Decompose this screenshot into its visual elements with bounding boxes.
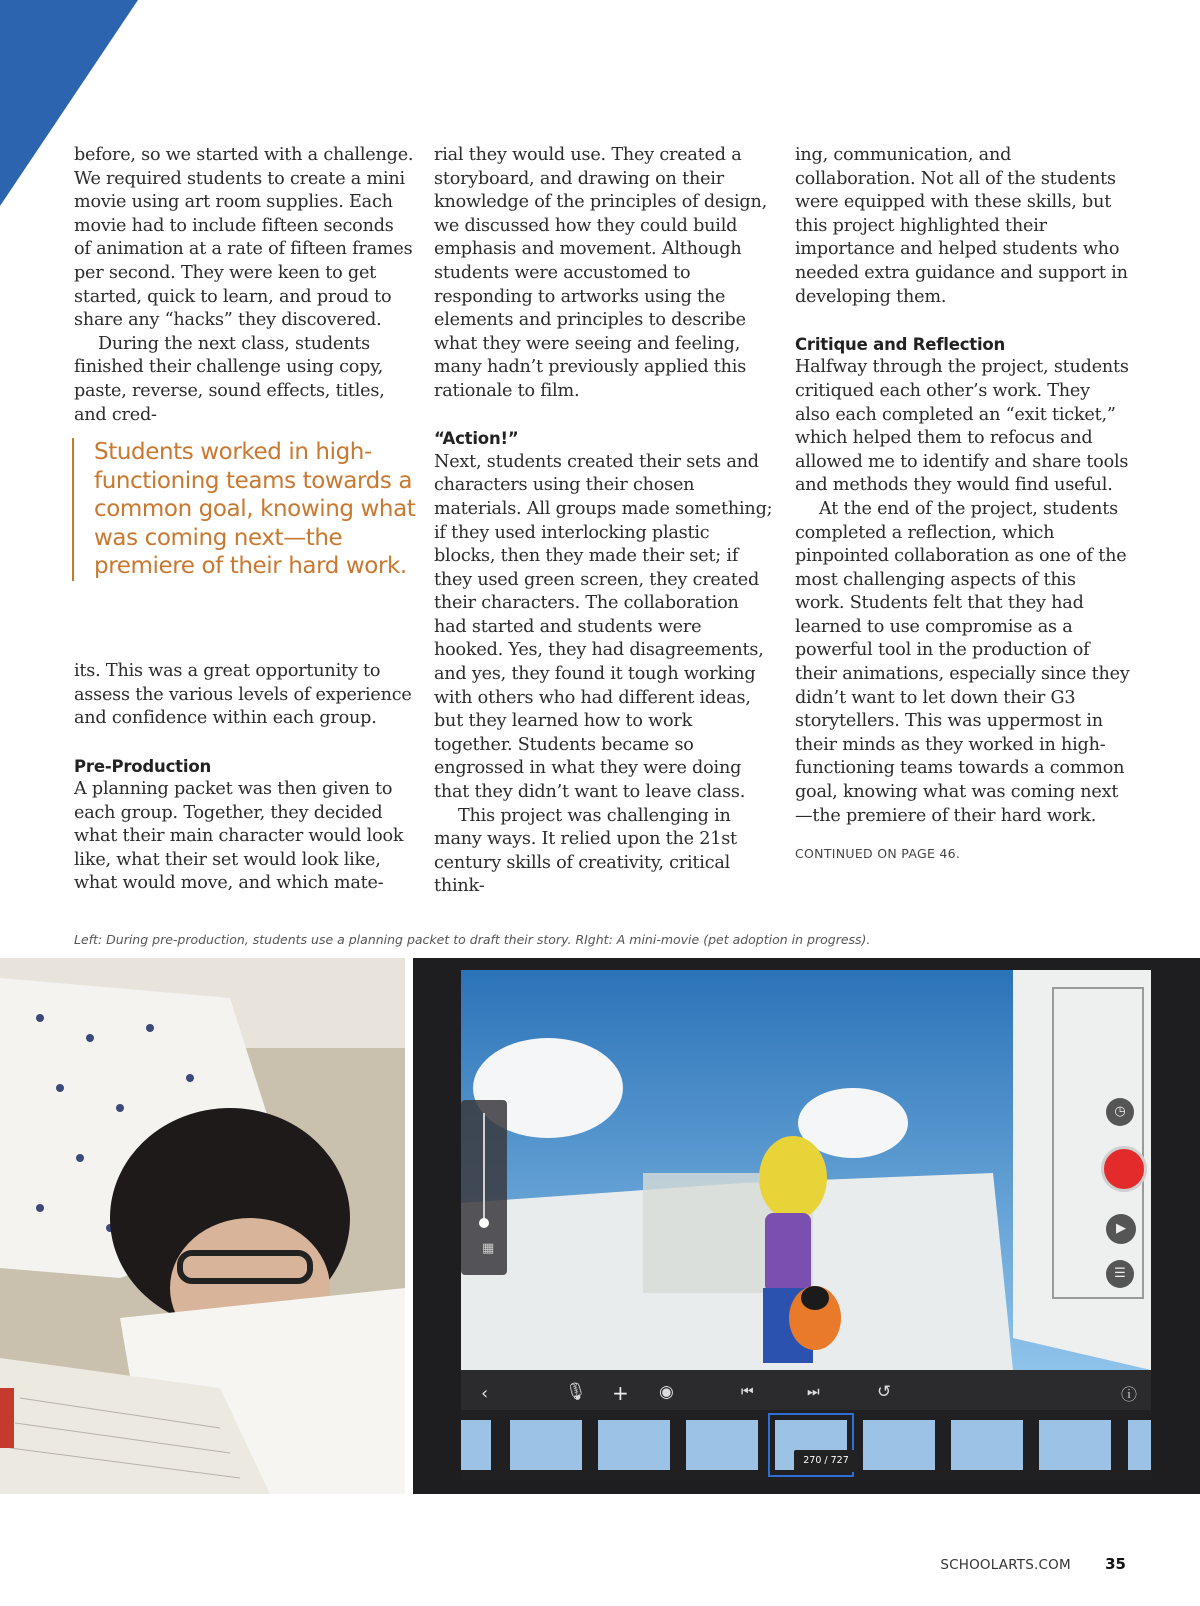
paragraph: rial they would use. They created a storyboard, and drawing on their knowledge of the principles of design, we discussed how they could build emphasis and movement. Although students were accustomed to responding to artworks using the elements and principles to describe what they were seeing and feeling, many hadn’t previously applied this rationale to film. xyxy=(434,145,767,401)
column-2 xyxy=(434,144,774,899)
paragraph: At the end of the project, students completed a reflection, which pinpointed collaboration as one of the most challenging aspects of this work. Students felt that they had learned to use compromise as a powerful tool in the production of their animations, especially since they didn’t want to let down their G3 storytellers. This was uppermost in their minds as they worked in high-functioning teams towards a common goal, knowing what was coming next—the premiere of their hard work. xyxy=(795,498,1130,826)
page-footer xyxy=(940,1555,1126,1573)
section-heading: Critique and Reflection xyxy=(795,334,1006,354)
page-number: 35 xyxy=(1105,1555,1126,1573)
skip-back-icon[interactable]: ⏮ xyxy=(741,1384,754,1400)
play-icon[interactable]: ▶ xyxy=(1106,1214,1136,1244)
paragraph: A planning packet was then given to each group. Together, they decided what their main character would look like, what their set would look like, what would move, and which mate- xyxy=(74,779,404,894)
paragraph: ing, communication, and collaboration. Not all of the students were equipped with these skills, but this project highlighted their importance and helped students who needed extra guidance and support in developing them. xyxy=(795,145,1128,307)
paragraph: before, so we started with a challenge. We required students to create a mini movie using art room supplies. Each movie had to include fifteen seconds of animation at a rate of fifteen frames per second. They were keen to get started, quick to learn, and proud to share any “hacks” they discovered. xyxy=(74,145,414,331)
photo-illustration xyxy=(0,958,405,1494)
footer-site: SCHOOLARTS.COM xyxy=(940,1557,1071,1573)
paragraph: Next, students created their sets and characters using their chosen materials. All groups made something; if they used interlocking plastic blocks, then they made their set; if they used green screen, they created their characters. The collaboration had started and students were hooked. Yes, they had disagreements, and yes, they found it tough working with others who had different ideas, but they learned how to work together. Students became so engrossed in what they were doing that they didn’t want to leave class. xyxy=(434,451,773,803)
photo-caption: Left: During pre-production, students use a planning packet to draft their story. RIght: A mini-movie (pet adoption in progress). xyxy=(74,932,871,947)
column-3 xyxy=(795,144,1130,866)
paragraph: During the next class, students finished their challenge using copy, paste, reverse, sound effects, titles, and cred- xyxy=(74,333,385,425)
section-heading: Pre-Production xyxy=(74,756,211,776)
help-icon[interactable]: ⓘ xyxy=(1121,1385,1138,1404)
mic-icon[interactable]: 🎙 xyxy=(565,1382,587,1402)
continued-note: CONTINUED ON PAGE 46. xyxy=(795,846,961,862)
record-icon[interactable] xyxy=(1101,1146,1147,1192)
skip-forward-icon[interactable]: ⏭ xyxy=(807,1384,820,1400)
photo-animation-app xyxy=(413,958,1200,1494)
paragraph: This project was challenging in many ways. It relied upon the 21st century skills of creativity, critical think- xyxy=(434,805,737,897)
paragraph: Halfway through the project, students critiqued each other’s work. They also each completed an “exit ticket,” which helped them to refocus and allowed me to identify and share tools and methods they would find useful. xyxy=(795,357,1129,496)
plus-icon[interactable]: + xyxy=(612,1381,629,1405)
paragraph: its. This was a great opportunity to assess the various levels of experience and confidence within each group. xyxy=(74,661,412,729)
camera-icon[interactable]: ◉ xyxy=(659,1382,674,1402)
section-heading: “Action!” xyxy=(434,429,519,449)
timer-icon[interactable]: ◷ xyxy=(1106,1098,1134,1126)
frame-counter: 270 / 727 xyxy=(794,1450,858,1472)
pull-quote: Students worked in high-functioning teams towards a common goal, knowing what was coming next—the premiere of their hard work. xyxy=(72,438,424,581)
app-screen-illustration xyxy=(413,958,1200,1494)
undo-icon[interactable]: ↺ xyxy=(877,1382,892,1402)
grid-icon[interactable]: ▦ xyxy=(482,1241,495,1256)
back-icon[interactable]: ‹ xyxy=(481,1383,489,1404)
photo-students-planning xyxy=(0,958,405,1494)
settings-icon[interactable]: ☰ xyxy=(1106,1260,1134,1288)
